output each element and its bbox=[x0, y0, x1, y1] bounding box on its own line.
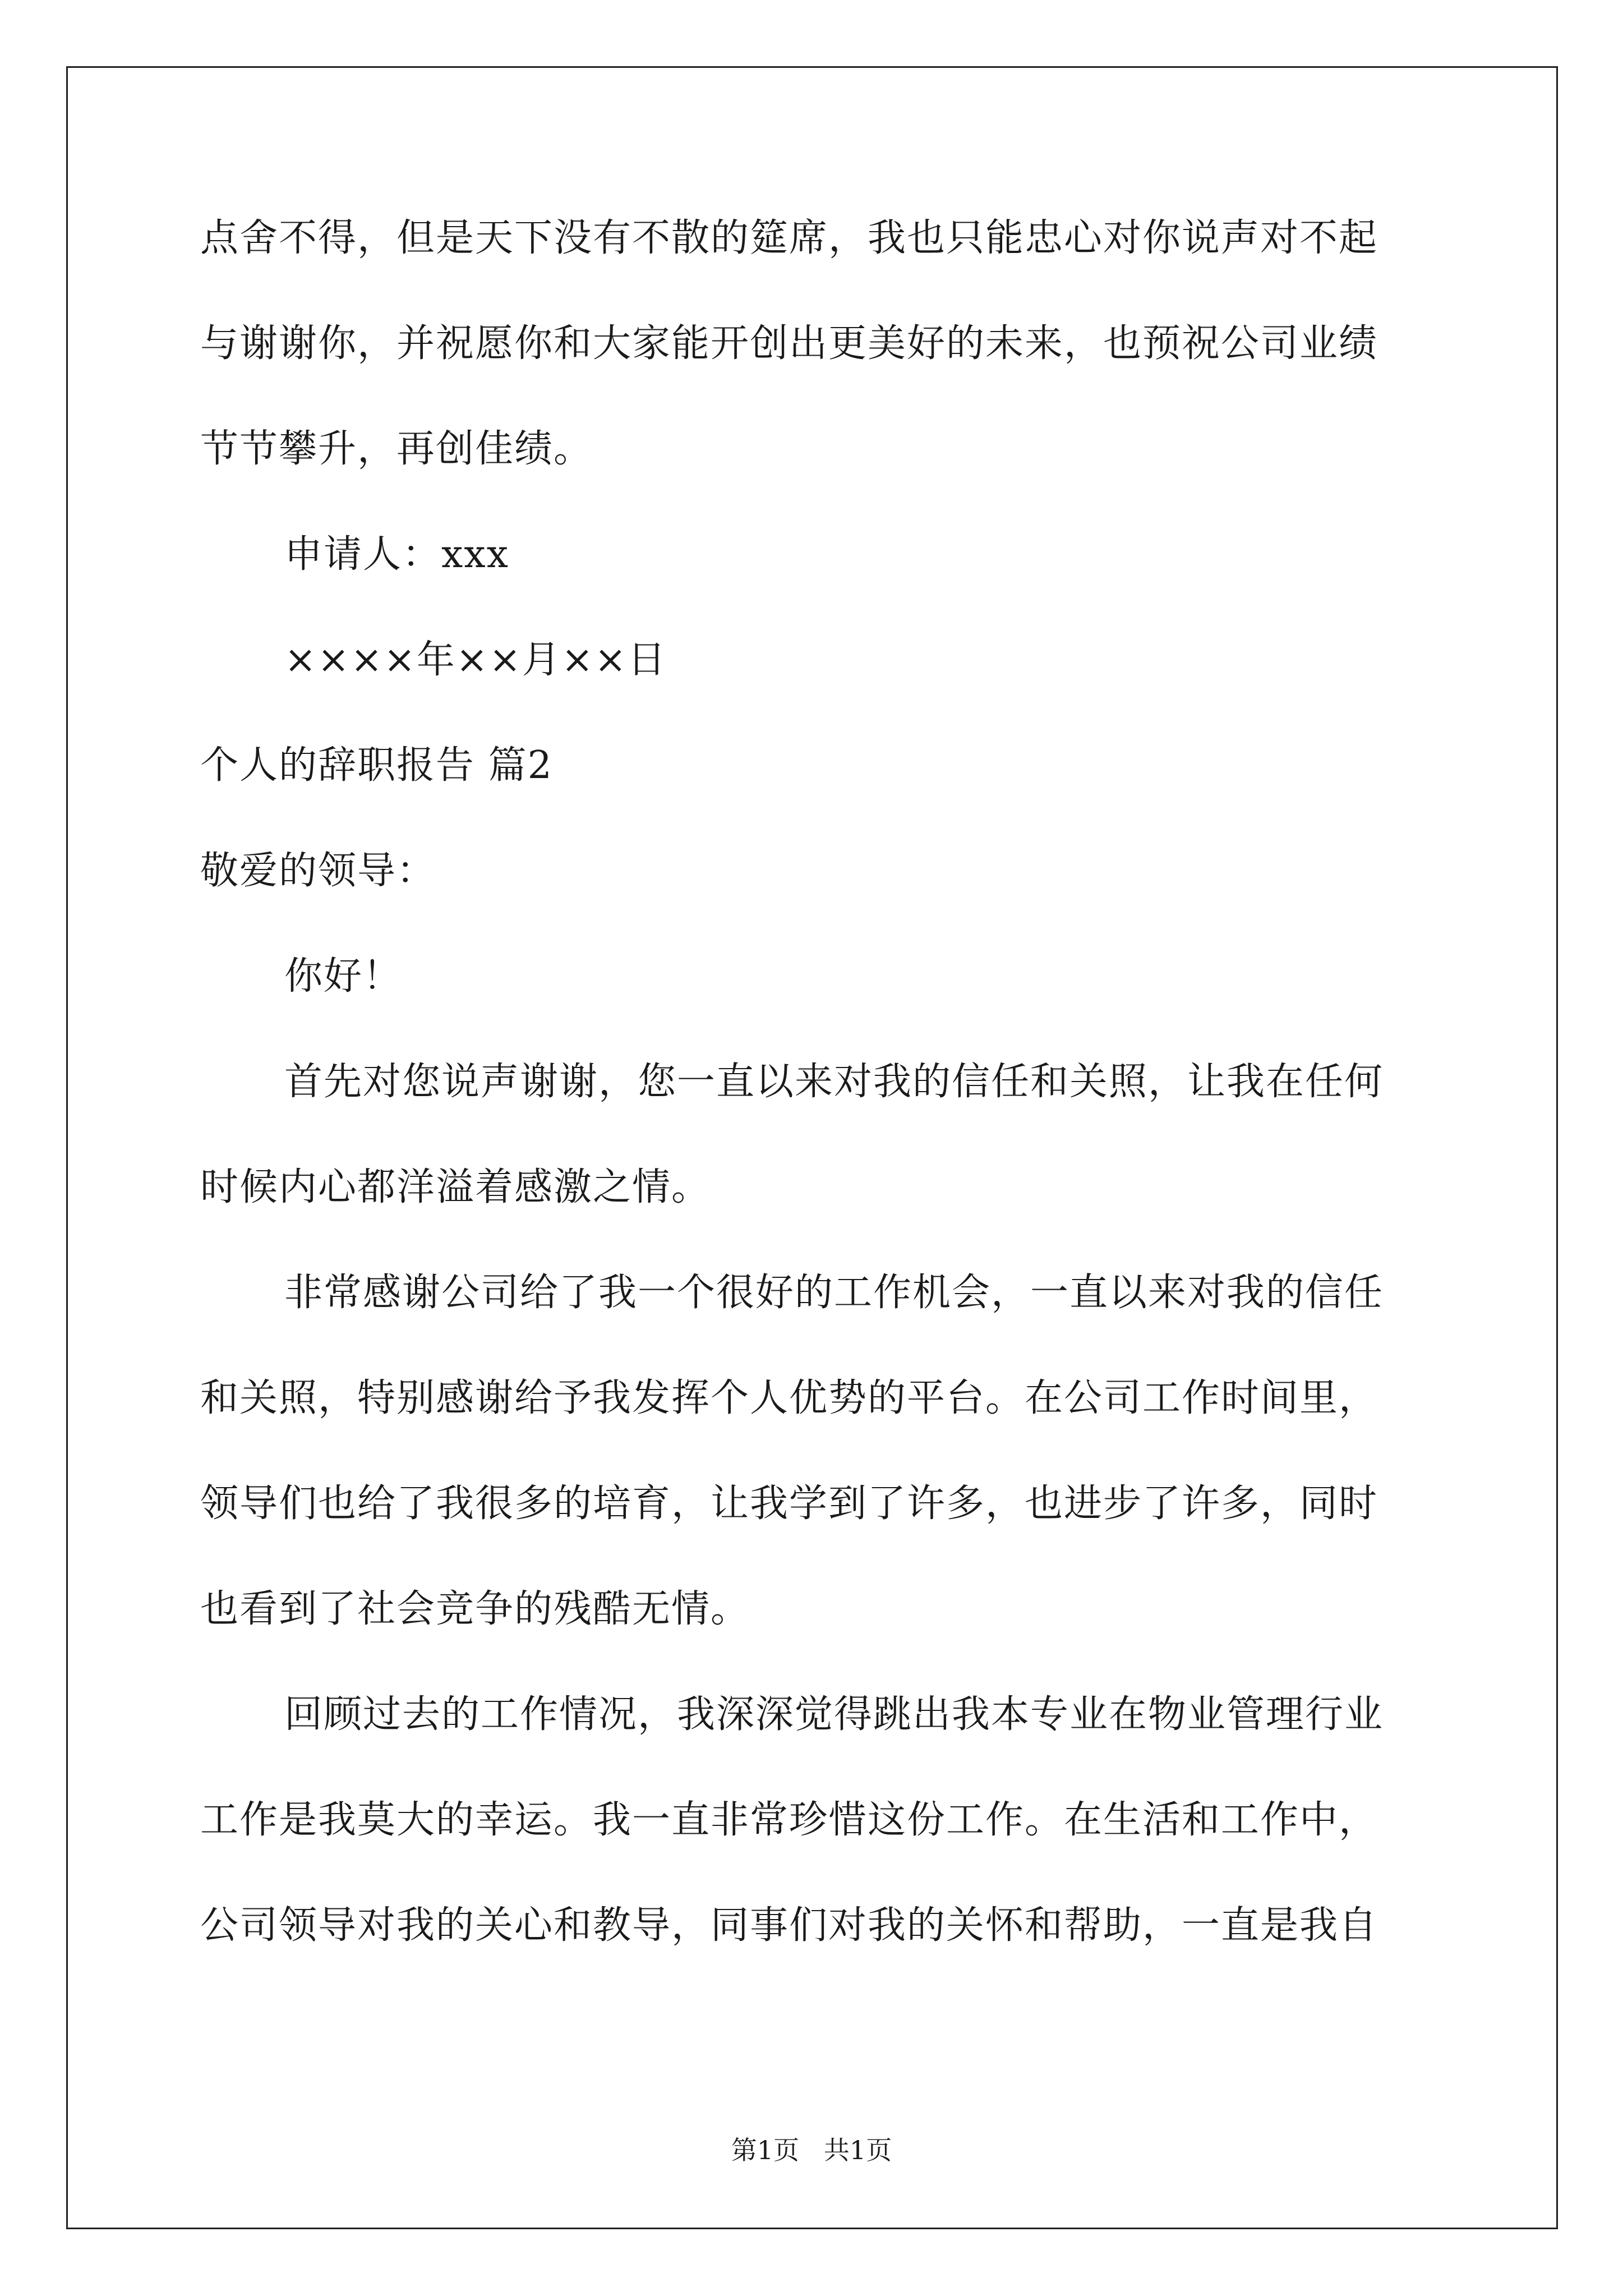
text-line: 节节攀升，再创佳绩。 bbox=[200, 427, 593, 471]
text-line: 领导们也给了我很多的培育，让我学到了许多，也进步了许多，同时 bbox=[200, 1481, 1378, 1526]
section-heading: 个人的辞职报告 篇2 bbox=[200, 743, 553, 788]
text-line: 回顾过去的工作情况，我深深觉得跳出我本专业在物业管理行业 bbox=[284, 1692, 1384, 1737]
signature-date: ××××年××月××日 bbox=[284, 638, 667, 682]
applicant-signature: 申请人：xxx bbox=[284, 532, 510, 577]
text-line: 与谢谢你，并祝愿你和大家能开创出更美好的未来，也预祝公司业绩 bbox=[200, 321, 1378, 366]
text-line: 公司领导对我的关心和教导，同事们对我的关怀和帮助，一直是我自 bbox=[200, 1903, 1378, 1948]
text-line: 工作是我莫大的幸运。我一直非常珍惜这份工作。在生活和工作中， bbox=[200, 1798, 1378, 1842]
text-line: 也看到了社会竞争的残酷无情。 bbox=[200, 1587, 750, 1631]
text-line: 非常感谢公司给了我一个很好的工作机会，一直以来对我的信任 bbox=[284, 1271, 1384, 1315]
page-footer: 第1页 共1页 bbox=[731, 2135, 892, 2165]
greeting: 你好！ bbox=[284, 954, 403, 999]
text-line: 和关照，特别感谢给予我发挥个人优势的平台。在公司工作时间里， bbox=[200, 1376, 1378, 1420]
text-line: 时候内心都洋溢着感激之情。 bbox=[200, 1165, 711, 1209]
text-line: 点舍不得，但是天下没有不散的筵席，我也只能忠心对你说声对不起 bbox=[200, 216, 1378, 260]
salutation: 敬爱的领导： bbox=[200, 849, 436, 893]
text-line: 首先对您说声谢谢，您一直以来对我的信任和关照，让我在任何 bbox=[284, 1060, 1384, 1104]
